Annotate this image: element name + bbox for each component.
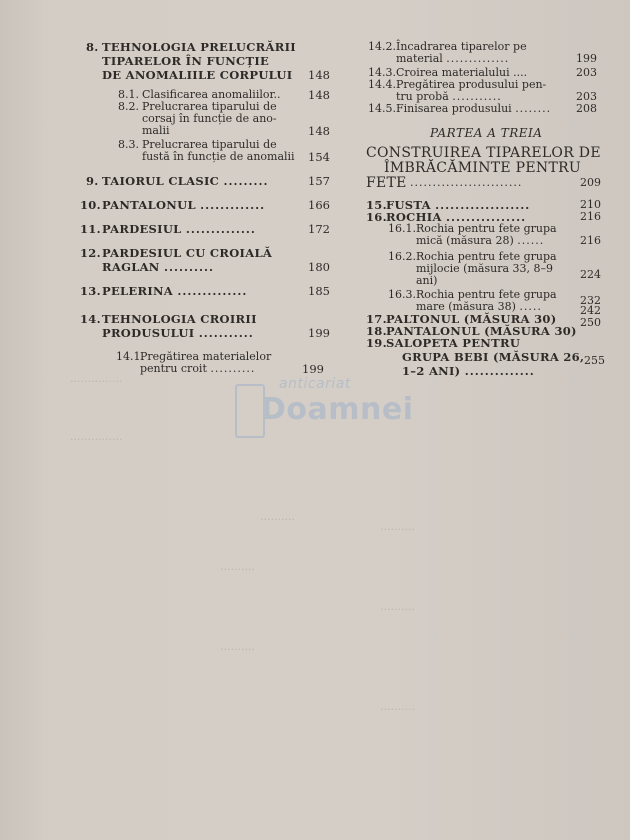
- toc-entry-title-line: fustă în funcție de anomalii: [142, 150, 295, 163]
- toc-entry-title: [416, 274, 437, 288]
- dot-leader: ..............: [464, 364, 535, 378]
- toc-page-number: [580, 234, 601, 248]
- part-heading: PARTEA A TREIA: [430, 126, 543, 140]
- toc-entry-title: [402, 350, 584, 364]
- toc-entry-title-line: Clasificarea anomaliilor..: [142, 88, 281, 101]
- toc-entry-number: 11.: [80, 222, 101, 236]
- toc-entry-title-line: TAIORUL CLASIC: [102, 174, 220, 188]
- page-number: 242: [580, 304, 601, 317]
- toc-entry-title-line: FUSTA: [386, 198, 431, 212]
- toc-page-number: [580, 268, 601, 282]
- toc-entry-number: 14.4.: [368, 78, 396, 91]
- toc-entry-title: [102, 174, 268, 188]
- page-number: 148: [308, 124, 330, 138]
- toc-entry-title: [396, 102, 551, 116]
- toc-entry-number: 16.3.: [388, 288, 416, 301]
- page-number: 166: [308, 198, 330, 212]
- page-number: 199: [302, 362, 324, 376]
- bleed-through-text: ..........: [380, 520, 415, 533]
- toc-entry-number: 9.: [86, 174, 99, 188]
- toc-entry-number: 17.: [366, 312, 387, 326]
- dot-leader: .....: [519, 300, 542, 313]
- toc-entry-number: 14.: [80, 312, 101, 326]
- page-number: 185: [308, 284, 330, 298]
- toc-entry: [118, 100, 139, 114]
- watermark-main-text: Doamnei: [261, 392, 414, 427]
- toc-entry: [80, 198, 101, 212]
- toc-entry: [388, 288, 416, 302]
- toc-entry: [80, 284, 101, 298]
- toc-entry-title-line: TIPARELOR ÎN FUNCȚIE: [102, 54, 270, 68]
- toc-entry: [388, 250, 416, 264]
- toc-page-number: [308, 68, 330, 82]
- toc-page-number: [584, 354, 605, 368]
- toc-entry-title-line: DE ANOMALIILE CORPULUI: [102, 68, 293, 82]
- page-number: 180: [308, 260, 330, 274]
- toc-entry-title-line: Croirea materialului ....: [396, 66, 528, 79]
- bleed-through-text: ...............: [70, 372, 123, 385]
- toc-entry-title-line: PANTALONUL (MĂSURA 30): [386, 324, 577, 338]
- toc-entry-title-line: PARDESIUL CU CROIALĂ: [102, 246, 273, 260]
- toc-page-number: [308, 88, 330, 102]
- page-number: 209: [580, 176, 601, 189]
- toc-entry: [80, 246, 101, 260]
- dot-leader: ...........: [452, 90, 502, 103]
- dot-leader: ...................: [435, 198, 531, 212]
- toc-page-number: [576, 66, 597, 80]
- toc-entry-title: [102, 222, 256, 236]
- toc-entry-number: 12.: [80, 246, 101, 260]
- toc-entry-title: [102, 326, 254, 340]
- toc-entry-title: [102, 284, 247, 298]
- toc-entry-number: 14.2.: [368, 40, 396, 53]
- part-title-line: ÎMBRĂCĂMINTE PENTRU: [384, 160, 582, 176]
- toc-entry: [366, 210, 387, 224]
- toc-entry-title-line: Pregătirea materialelor: [140, 350, 272, 363]
- toc-page-number: [308, 260, 330, 274]
- toc-entry: [118, 138, 139, 152]
- toc-page-number: [576, 52, 597, 66]
- seller-watermark: [235, 376, 414, 446]
- toc-entry-title-line: 1–2 ANI): [402, 364, 461, 378]
- toc-entry-number: 8.1.: [118, 88, 139, 101]
- toc-entry-number: 8.2.: [118, 100, 139, 113]
- toc-page-number: [308, 326, 330, 340]
- toc-entry-title-line: PELERINA: [102, 284, 174, 298]
- toc-page-number: [308, 222, 330, 236]
- toc-entry-title-line: Încadrarea tiparelor pe: [396, 40, 527, 53]
- toc-entry-number: 14.1.: [116, 350, 144, 363]
- dot-leader: ........: [515, 102, 552, 115]
- toc-entry-title-line: pentru croit: [140, 362, 207, 375]
- page-number: 199: [576, 52, 597, 65]
- toc-entry-continuation: [102, 54, 269, 68]
- page-number: 172: [308, 222, 330, 236]
- toc-page-number: [308, 150, 330, 164]
- toc-page-number: [308, 124, 330, 138]
- toc-entry-title-line: TEHNOLOGIA PRELUCRĂRII: [102, 40, 296, 54]
- page-number: 157: [308, 174, 330, 188]
- toc-entry-number: 13.: [80, 284, 101, 298]
- part-title-line: CONSTRUIREA TIPARELOR DE: [366, 145, 601, 161]
- toc-entry-title-line: PANTALONUL: [102, 198, 196, 212]
- toc-entry-title-line: PRODUSULUI: [102, 326, 195, 340]
- bleed-through-text: ...............: [70, 430, 123, 443]
- watermark-top-text: anticariat: [279, 376, 351, 392]
- dot-leader: .............: [200, 198, 266, 212]
- bleed-through-text: ..........: [260, 510, 295, 523]
- toc-entry-title-line: mică (măsura 28): [416, 234, 514, 247]
- toc-entry-number: 16.1.: [388, 222, 416, 235]
- toc-entry-number: 15.: [366, 198, 387, 212]
- page-number: 216: [580, 210, 601, 223]
- toc-entry-title: [140, 362, 255, 376]
- toc-entry-title-line: corsaj în funcție de ano-: [142, 112, 277, 125]
- page-number: 199: [308, 326, 330, 340]
- toc-entry-title-line: material: [396, 52, 443, 65]
- toc-page-number: [308, 198, 330, 212]
- toc-entry-number: 18.: [366, 324, 387, 338]
- toc-entry-title-line: RAGLAN: [102, 260, 160, 274]
- toc-entry-number: 16.: [366, 210, 387, 224]
- toc-entry-title-line: malii: [142, 124, 170, 137]
- toc-page-number: [580, 316, 601, 330]
- page-number: 203: [576, 66, 597, 79]
- bleed-through-text: ..........: [220, 640, 255, 653]
- toc-entry-number: 10.: [80, 198, 101, 212]
- dot-leader: ...........: [198, 326, 254, 340]
- toc-entry-number: 14.3.: [368, 66, 396, 79]
- toc-entry-title-line: Rochia pentru fete grupa: [416, 222, 557, 235]
- toc-entry-title-line: ani): [416, 274, 438, 287]
- toc-entry-title: [386, 336, 520, 350]
- toc-page-number: [308, 284, 330, 298]
- toc-entry-title-line: Rochia pentru fete grupa: [416, 250, 557, 263]
- toc-entry-title-line: Rochia pentru fete grupa: [416, 288, 557, 301]
- toc-entry: [368, 40, 396, 54]
- part-title-line: FETE: [366, 175, 407, 191]
- toc-entry: [368, 78, 396, 92]
- page-number: 154: [308, 150, 330, 164]
- bleed-through-text: ..........: [220, 560, 255, 573]
- toc-entry-title-line: GRUPA BEBI (MĂSURA 26,: [402, 350, 585, 364]
- toc-entry-title-line: mijlocie (măsura 33, 8–9: [416, 262, 553, 275]
- toc-entry-number: 14.5.: [368, 102, 396, 115]
- toc-entry: [388, 222, 416, 236]
- toc-entry: [366, 336, 387, 350]
- toc-entry-title-line: Prelucrarea tiparului de: [142, 138, 277, 151]
- toc-entry: [368, 102, 396, 116]
- page-number: 250: [580, 316, 601, 329]
- toc-entry-title: [102, 312, 257, 326]
- page-number: 208: [576, 102, 597, 115]
- toc-entry-title: [142, 150, 295, 164]
- toc-entry-title-line: ROCHIA: [386, 210, 442, 224]
- toc-entry-title: [102, 246, 272, 260]
- page-number: 210: [580, 198, 601, 211]
- toc-entry-title: [396, 52, 509, 66]
- dot-leader: .........: [223, 174, 269, 188]
- page-number: 148: [308, 68, 330, 82]
- toc-entry-title: [102, 260, 214, 274]
- page-number: 148: [308, 88, 330, 102]
- toc-entry-title-line: Finisarea produsului: [396, 102, 512, 115]
- toc-entry-number: 8.3.: [118, 138, 139, 151]
- toc-entry-title-line: TEHNOLOGIA CROIRII: [102, 312, 257, 326]
- dot-leader: ..........: [163, 260, 214, 274]
- toc-entry-title-line: mare (măsura 38): [416, 300, 516, 313]
- page-number: 224: [580, 268, 601, 281]
- toc-page-number: [580, 176, 601, 190]
- page-number: 203: [576, 90, 597, 103]
- toc-entry: [86, 174, 99, 188]
- toc-entry-title-line: PARDESIUL: [102, 222, 182, 236]
- toc-entry-title: [142, 124, 170, 138]
- toc-entry: [80, 222, 101, 236]
- dot-leader: ..............: [446, 52, 510, 65]
- toc-entry-title: [402, 364, 535, 378]
- page-number: 232: [580, 294, 601, 307]
- toc-entry-title-line: tru probă: [396, 90, 449, 103]
- dot-leader: ..............: [185, 222, 256, 236]
- toc-entry-title-line: PALTONUL (MĂSURA 30): [386, 312, 557, 326]
- page-number: 216: [580, 234, 601, 247]
- toc-page-number: [410, 176, 522, 190]
- page-number: 255: [584, 354, 605, 367]
- bleed-through-text: ..........: [380, 700, 415, 713]
- dot-leader: .........................: [410, 176, 523, 189]
- toc-page-number: [302, 362, 324, 376]
- toc-entry: [80, 312, 101, 326]
- dot-leader: ..........: [210, 362, 256, 375]
- toc-entry-number: 19.: [366, 336, 387, 350]
- toc-entry-title-line: SALOPETA PENTRU: [386, 336, 521, 350]
- toc-page-number: [308, 174, 330, 188]
- toc-page-number: [580, 210, 601, 224]
- toc-entry-title: [102, 198, 265, 212]
- toc-entry-continuation: [102, 68, 292, 82]
- toc-entry-title-line: Pregătirea produsului pen-: [396, 78, 547, 91]
- toc-entry-title: [416, 234, 544, 248]
- toc-entry-number: 16.2.: [388, 250, 416, 263]
- toc-entry-number: 8.: [86, 40, 99, 54]
- dot-leader: ......: [517, 234, 545, 247]
- bleed-through-text: ..........: [380, 600, 415, 613]
- dot-leader: ..............: [177, 284, 248, 298]
- dot-leader: ................: [446, 210, 527, 224]
- toc-entry-title-line: Prelucrarea tiparului de: [142, 100, 277, 113]
- toc-page-number: [576, 102, 597, 116]
